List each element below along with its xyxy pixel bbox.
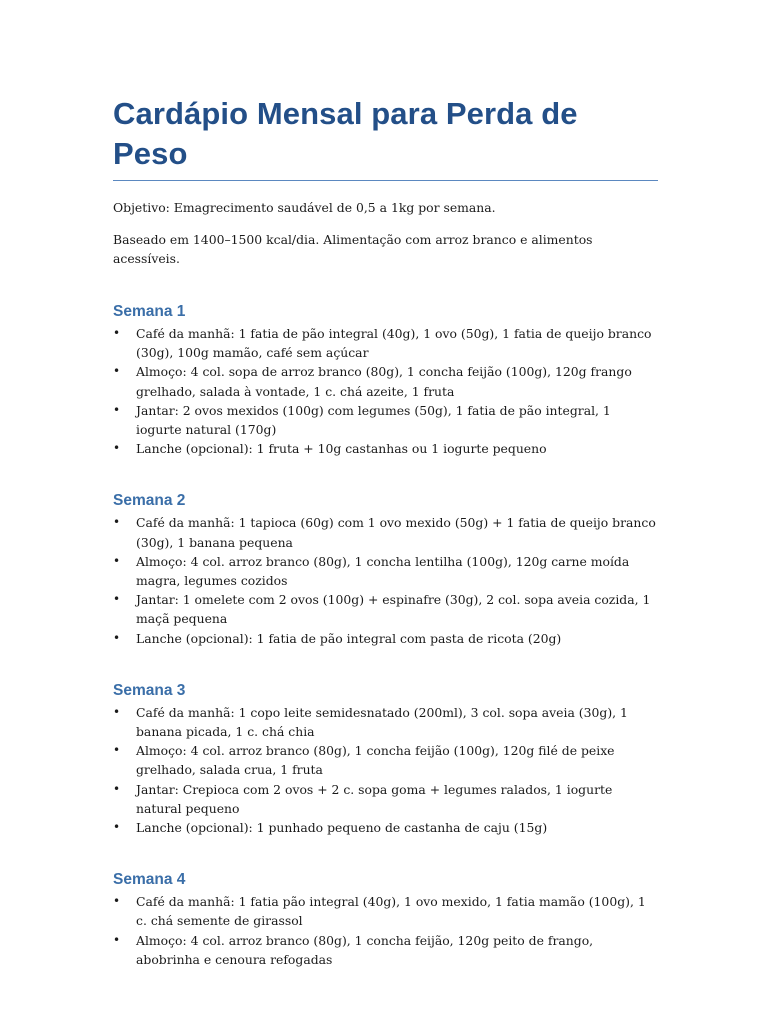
week-section [113,302,658,458]
bullet-icon: • [113,932,121,947]
page-title: Cardápio Mensal para Perda de Peso [113,94,658,181]
meal-list-item [113,590,658,628]
weeks-container [113,302,658,969]
bullet-icon: • [113,364,121,379]
meal-list-item [113,818,658,837]
meal-list-item [113,629,658,648]
week-heading: Semana 4 [113,871,186,889]
bullet-icon: • [113,553,121,568]
bullet-icon: • [113,820,121,835]
meal-list-item [113,401,658,439]
meal-list-item [113,741,658,779]
week-heading: Semana 1 [113,303,186,320]
meal-text: Lanche (opcional): 1 fruta + 10g castanhas ou 1 iogurte pequeno [136,441,547,457]
meal-text: Lanche (opcional): 1 punhado pequeno de castanha de caju (15g) [136,820,548,836]
bullet-icon: • [113,515,121,530]
bullet-icon: • [113,704,121,719]
meal-list-item [113,703,658,741]
week-heading: Semana 3 [113,681,186,699]
basis-paragraph: Baseado em 1400–1500 kcal/dia. Alimentação com arroz branco e alimentos acessíveis. [113,232,593,266]
document-page [113,94,658,969]
meal-list [113,892,658,969]
meal-list-item [113,513,658,551]
meal-list-item [113,931,658,969]
meal-text: Almoço: 4 col. arroz branco (80g), 1 concha lentilha (100g), 120g carne moída magra, legumes cozidos [136,553,630,589]
bullet-icon: • [113,743,121,758]
meal-text: Lanche (opcional): 1 fatia de pão integral com pasta de ricota (20g) [136,630,562,646]
meal-list [113,703,658,837]
meal-list-item [113,439,658,458]
meal-list [113,324,658,458]
bullet-icon: • [113,592,121,607]
bullet-icon: • [113,326,121,340]
week-section [113,491,658,647]
meal-text: Almoço: 4 col. sopa de arroz branco (80g), 1 concha feijão (100g), 120g frango grelhado, salada à vontade, 1 c. chá azeite, 1 fruta [136,364,632,399]
bullet-icon: • [113,781,121,796]
meal-text: Café da manhã: 1 fatia de pão integral (40g), 1 ovo (50g), 1 fatia de queijo branco (30g), 100g mamão, café sem açúcar [136,326,652,361]
week-heading: Semana 2 [113,492,186,510]
meal-list-item [113,324,658,362]
week-section [113,681,658,837]
bullet-icon: • [113,894,121,909]
meal-list-item [113,362,658,400]
meal-text: Jantar: 1 omelete com 2 ovos (100g) + espinafre (30g), 2 col. sopa aveia cozida, 1 maçã pequena [136,592,651,627]
meal-text: Jantar: 2 ovos mexidos (100g) com legumes (50g), 1 fatia de pão integral, 1 iogurte natural (170g) [136,402,611,438]
bullet-icon: • [113,630,121,645]
meal-list-item [113,780,658,818]
bullet-icon: • [113,441,121,456]
objective-paragraph: Objetivo: Emagrecimento saudável de 0,5 a 1kg por semana. [113,200,496,215]
meal-text: Almoço: 4 col. arroz branco (80g), 1 concha feijão, 120g peito de frango, abobrinha e cenoura refogadas [136,932,594,967]
meal-text: Café da manhã: 1 tapioca (60g) com 1 ovo mexido (50g) + 1 fatia de queijo branco (30g), 1 banana pequena [136,515,656,550]
meal-text: Café da manhã: 1 copo leite semidesnatado (200ml), 3 col. sopa aveia (30g), 1 banana picada, 1 c. chá chia [136,704,628,740]
week-section [113,870,658,969]
meal-text: Jantar: Crepioca com 2 ovos + 2 c. sopa goma + legumes ralados, 1 iogurte natural pequeno [136,781,613,816]
meal-text: Almoço: 4 col. arroz branco (80g), 1 concha feijão (100g), 120g filé de peixe grelhado, salada crua, 1 fruta [136,743,615,778]
meal-text: Café da manhã: 1 fatia pão integral (40g), 1 ovo mexido, 1 fatia mamão (100g), 1 c. chá semente de girassol [136,894,646,929]
meal-list [113,513,658,647]
meal-list-item [113,552,658,590]
bullet-icon: • [113,402,121,417]
meal-list-item [113,892,658,930]
